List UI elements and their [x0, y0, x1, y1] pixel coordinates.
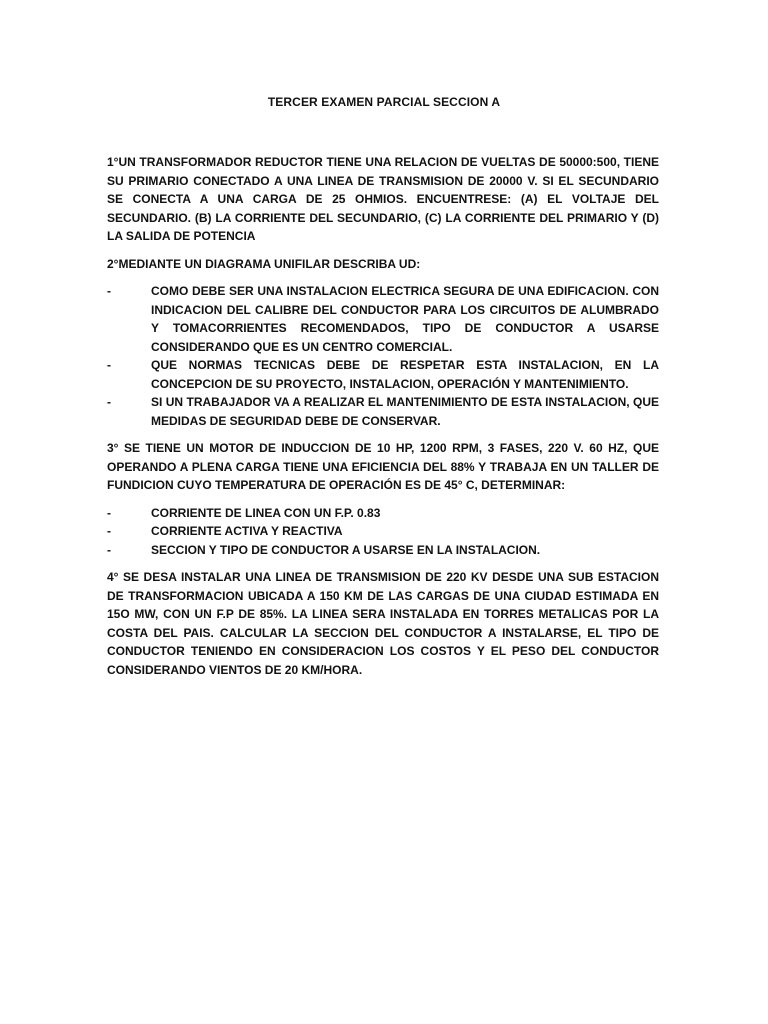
question-2-intro: 2°MEDIANTE UN DIAGRAMA UNIFILAR DESCRIBA UD:	[107, 256, 421, 271]
dash-bullet: -	[107, 505, 111, 520]
dash-bullet: -	[107, 542, 111, 557]
question-3-item-text: SECCION Y TIPO DE CONDUCTOR A USARSE EN LA INSTALACION.	[151, 542, 541, 557]
question-3-item-text: CORRIENTE DE LINEA CON UN F.P. 0.83	[151, 505, 381, 520]
question-3-item	[107, 522, 659, 541]
dash-bullet: -	[107, 524, 111, 538]
exam-title: TERCER EXAMEN PARCIAL SECCION A	[267, 95, 501, 109]
question-2-item	[107, 282, 659, 356]
question-3-item-text: CORRIENTE ACTIVA Y REACTIVA	[151, 524, 343, 538]
question-1: 1°UN TRANSFORMADOR REDUCTOR TIENE UNA RELACION DE VUELTAS DE 50000:500, TIENE SU PRIMARIO CONECTADO A UNA LINEA DE TRANSMISION DE 20000 V. SI EL SECUNDARIO SE CONECTA A UNA CARGA DE 25 OHMIOS. ENCUENTRESE: (A) EL VOLTAJE DEL SECUNDARIO. (B) LA CORRIENTE DEL SECUNDARIO, (C) LA CORRIENTE DEL PRIMARIO Y (D) LA SALIDA DE POTENCIA	[107, 155, 659, 243]
question-2-list	[107, 282, 659, 430]
dash-bullet: -	[107, 358, 111, 372]
question-2-item-text: QUE NORMAS TECNICAS DEBE DE RESPETAR ESTA INSTALACION, EN LA CONCEPCION DE SU PROYECTO, INSTALACION, OPERACIÓN Y MANTENIMIENTO.	[151, 358, 659, 391]
question-2-item-text: COMO DEBE SER UNA INSTALACION ELECTRICA SEGURA DE UNA EDIFICACION. CON INDICACION DEL CALIBRE DEL CONDUCTOR PARA LOS CIRCUITOS DE ALUMBRADO Y TOMACORRIENTES RECOMENDADOS, TIPO DE CONDUCTOR A USARSE CONSIDERANDO QUE ES UN CENTRO COMERCIAL.	[151, 284, 659, 354]
question-2-item	[107, 393, 659, 430]
dash-bullet: -	[107, 284, 111, 298]
question-3-list	[107, 504, 659, 560]
question-2-item-text: SI UN TRABAJADOR VA A REALIZAR EL MANTENIMIENTO DE ESTA INSTALACION, QUE MEDIDAS DE SEGURIDAD DEBE DE CONSERVAR.	[151, 395, 659, 428]
question-3-intro: 3° SE TIENE UN MOTOR DE INDUCCION DE 10 HP, 1200 RPM, 3 FASES, 220 V. 60 HZ, QUE OPERANDO A PLENA CARGA TIENE UNA EFICIENCIA DEL 88% Y TRABAJA EN UN TALLER DE FUNDICION CUYO TEMPERATURA DE OPERACIÓN ES DE 45° C, DETERMINAR:	[107, 441, 659, 492]
question-3-item	[107, 504, 659, 523]
question-2-item	[107, 356, 659, 393]
question-4: 4° SE DESA INSTALAR UNA LINEA DE TRANSMISION DE 220 KV DESDE UNA SUB ESTACION DE TRANSFORMACION UBICADA A 150 KM DE LAS CARGAS DE UNA CIUDAD ESTIMADA EN 15O MW, CON UN F.P DE 85%. LA LINEA SERA INSTALADA EN TORRES METALICAS POR LA COSTA DEL PAIS. CALCULAR LA SECCION DEL CONDUCTOR A INSTALARSE, EL TIPO DE CONDUCTOR TENIENDO EN CONSIDERACION LOS COSTOS Y EL PESO DEL CONDUCTOR CONSIDERANDO VIENTOS DE 20 KM/HORA.	[107, 570, 659, 677]
exam-body	[107, 153, 659, 688]
dash-bullet: -	[107, 395, 111, 409]
question-3-item	[107, 541, 659, 560]
